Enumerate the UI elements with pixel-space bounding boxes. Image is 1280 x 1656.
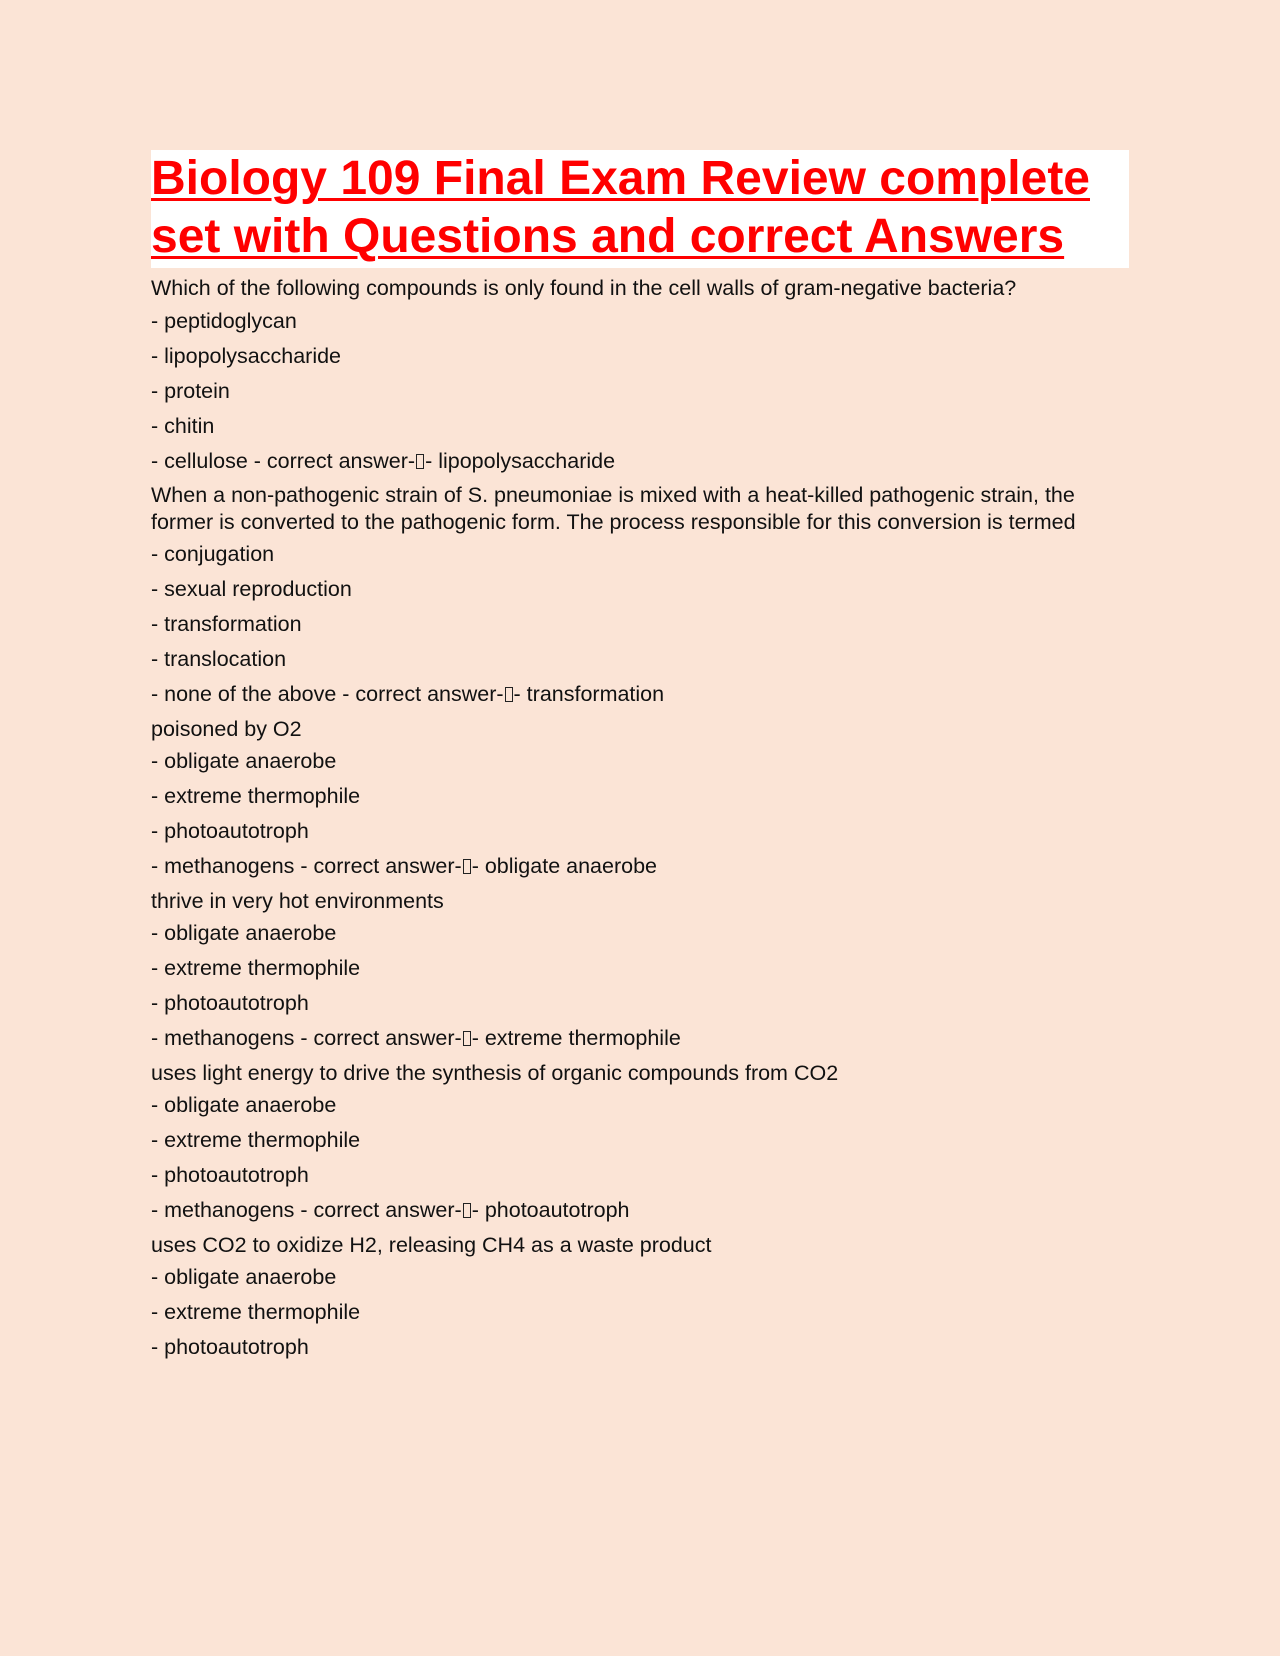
correct-answer-value: - extreme thermophile xyxy=(471,1026,681,1050)
question-block xyxy=(151,482,1129,708)
question-block xyxy=(151,888,1129,1052)
question-block xyxy=(151,1060,1129,1224)
answer-option: - photoautotroph xyxy=(151,819,309,843)
correct-answer-line xyxy=(151,448,1129,475)
answer-option: - lipopolysaccharide xyxy=(151,343,342,368)
document-title: Biology 109 Final Exam Review complete set with Questions and correct Answers xyxy=(151,152,1090,263)
title-block xyxy=(151,150,1129,268)
question-text: uses CO2 to oxidize H2, releasing CH4 as a waste product xyxy=(151,1232,712,1257)
missing-glyph-icon xyxy=(463,1031,471,1046)
last-option: - methanogens xyxy=(151,854,295,878)
correct-answer-label: - correct answer- xyxy=(294,1026,462,1050)
missing-glyph-icon xyxy=(416,454,424,469)
answer-option: - photoautotroph xyxy=(151,1163,309,1187)
missing-glyph-icon xyxy=(463,1203,471,1218)
answer-option: - extreme thermophile xyxy=(151,956,361,980)
correct-answer-label: - correct answer- xyxy=(247,448,416,473)
question-text: uses light energy to drive the synthesis of organic compounds from CO2 xyxy=(151,1060,839,1085)
answer-option: - protein xyxy=(151,378,230,403)
document-page xyxy=(151,150,1129,1369)
answer-option: - sexual reproduction xyxy=(151,577,352,601)
question-text: poisoned by O2 xyxy=(151,716,302,741)
correct-answer-label: - correct answer- xyxy=(336,682,504,706)
correct-answer-line xyxy=(151,853,1129,880)
answer-option: - photoautotroph xyxy=(151,991,309,1015)
question-list xyxy=(151,275,1129,1361)
question-text: When a non-pathogenic strain of S. pneumoniae is mixed with a heat-killed pathogenic strain, the former is converted to the pathogenic form. The process responsible for this conversion is termed xyxy=(151,483,1076,534)
correct-answer-label: - correct answer- xyxy=(294,1198,462,1222)
answer-option: - peptidoglycan xyxy=(151,308,297,333)
correct-answer-label: - correct answer- xyxy=(294,854,462,878)
last-option: - cellulose xyxy=(151,448,248,473)
last-option: - methanogens xyxy=(151,1026,295,1050)
answer-option: - extreme thermophile xyxy=(151,1300,361,1324)
answer-option: - obligate anaerobe xyxy=(151,1265,337,1289)
question-text: thrive in very hot environments xyxy=(151,888,444,913)
question-block xyxy=(151,1232,1129,1361)
answer-option: - transformation xyxy=(151,612,302,636)
question-text: Which of the following compounds is only found in the cell walls of gram-negative bacteria? xyxy=(151,276,1017,300)
answer-option: - obligate anaerobe xyxy=(151,921,337,945)
question-block xyxy=(151,716,1129,880)
question-block xyxy=(151,275,1129,474)
missing-glyph-icon xyxy=(505,687,513,702)
correct-answer-line xyxy=(151,1197,1129,1224)
answer-option: - extreme thermophile xyxy=(151,784,361,808)
answer-option: - extreme thermophile xyxy=(151,1128,361,1152)
answer-option: - obligate anaerobe xyxy=(151,1093,337,1117)
last-option: - methanogens xyxy=(151,1198,295,1222)
answer-option: - chitin xyxy=(151,413,215,438)
correct-answer-line xyxy=(151,681,1129,708)
last-option: - none of the above xyxy=(151,682,337,706)
correct-answer-line xyxy=(151,1025,1129,1052)
correct-answer-value: - lipopolysaccharide xyxy=(425,448,616,473)
answer-option: - photoautotroph xyxy=(151,1335,309,1359)
correct-answer-value: - obligate anaerobe xyxy=(471,854,657,878)
correct-answer-value: - transformation xyxy=(513,682,665,706)
answer-option: - translocation xyxy=(151,647,287,671)
missing-glyph-icon xyxy=(463,859,471,874)
answer-option: - obligate anaerobe xyxy=(151,749,337,773)
correct-answer-value: - photoautotroph xyxy=(471,1198,630,1222)
answer-option: - conjugation xyxy=(151,542,275,566)
